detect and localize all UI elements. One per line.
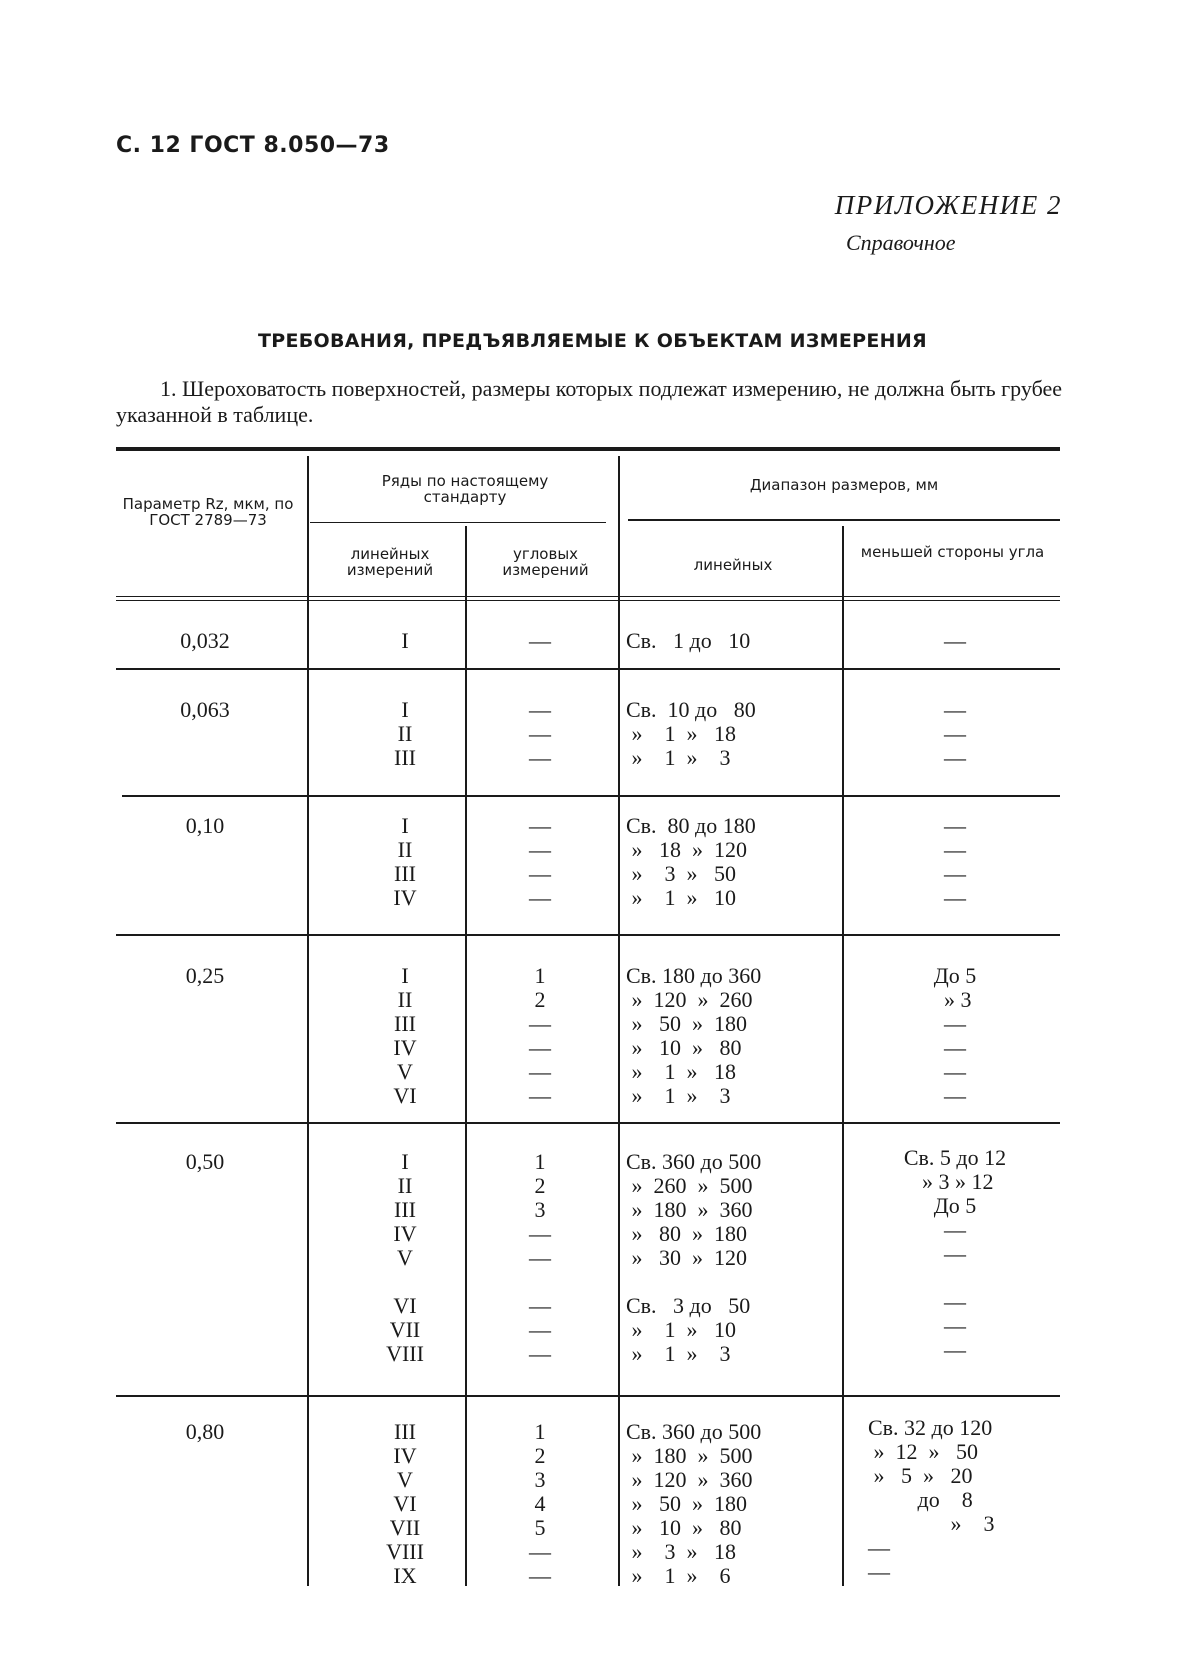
header-linear: линейных bbox=[693, 556, 773, 574]
angular-cell: — — — bbox=[529, 697, 551, 770]
group-rule-5 bbox=[116, 1395, 1060, 1397]
linear-range-cell: Св. 360 до 500 » 260 » 500 » 180 » 360 » 80 » 180 » 30 » 120 Св. 3 до 50 » 1 » 10 » 1 » 3 bbox=[626, 1149, 762, 1366]
param-value: 0,10 bbox=[185, 813, 225, 838]
angular-cell: — — — — bbox=[529, 813, 551, 910]
col-rule-2 bbox=[465, 526, 467, 1586]
rows-cell: I II III IV bbox=[393, 813, 417, 910]
table-top-rule bbox=[116, 447, 1060, 451]
linear-range-cell: Св. 80 до 180 » 18 » 120 » 3 » 50 » 1 » 10 bbox=[626, 813, 756, 910]
section-title: ТРЕБОВАНИЯ, ПРЕДЪЯВЛЯЕМЫЕ К ОБЪЕКТАМ ИЗМЕРЕНИЯ bbox=[258, 330, 927, 352]
param-value: 0,032 bbox=[180, 628, 230, 653]
angular-cell: 1 2 — — — — bbox=[529, 963, 551, 1108]
rows-cell: I II III bbox=[394, 697, 416, 770]
col-rule-1 bbox=[307, 456, 309, 1586]
range-subheader-rule bbox=[628, 519, 1060, 521]
linear-range-cell: Св. 360 до 500 » 180 » 500 » 120 » 360 » 50 » 180 » 10 » 80 » 3 » 18 » 1 » 6 bbox=[626, 1419, 762, 1588]
angle-range-cell: Св. 5 до 12 » 3 » 12 До 5 — — — — — bbox=[903, 1145, 1007, 1362]
header-linear-meas: линейных измерений bbox=[346, 545, 434, 579]
rows-cell: I II III IV V VI VII VIII bbox=[386, 1149, 424, 1366]
header-range-group: Диапазон размеров, мм bbox=[749, 476, 939, 494]
rows-cell: I bbox=[401, 628, 409, 653]
rows-cell: III IV V VI VII VIII IX bbox=[386, 1419, 424, 1588]
group-rule-2 bbox=[122, 795, 1060, 797]
group-rule-4 bbox=[116, 1122, 1060, 1124]
angle-range-cell: — bbox=[944, 628, 966, 653]
linear-range-cell: Св. 180 до 360 » 120 » 260 » 50 » 180 » 10 » 80 » 1 » 18 » 1 » 3 bbox=[626, 963, 762, 1108]
param-value: 0,80 bbox=[185, 1419, 225, 1444]
angle-range-cell: Св. 32 до 120 » 12 » 50 » 5 » 20 до 8 » 3 — — bbox=[868, 1415, 995, 1584]
angle-range-cell: — — — bbox=[944, 697, 966, 770]
param-value: 0,063 bbox=[180, 697, 230, 722]
linear-range-cell: Св. 10 до 80 » 1 » 18 » 1 » 3 bbox=[626, 697, 756, 770]
rows-subheader-rule bbox=[310, 522, 606, 523]
linear-range-cell: Св. 1 до 10 bbox=[626, 628, 751, 653]
angular-cell: 1 2 3 — — — — — bbox=[529, 1149, 551, 1366]
group-rule-3 bbox=[116, 934, 1060, 936]
header-bottom-rule bbox=[116, 596, 1060, 597]
angle-range-cell: — — — — bbox=[944, 813, 966, 910]
group-rule-1 bbox=[116, 668, 1060, 670]
intro-paragraph bbox=[116, 376, 1062, 428]
header-param: Параметр Rz, мкм, по ГОСТ 2789—73 bbox=[122, 495, 294, 529]
angular-cell: — bbox=[529, 628, 551, 653]
rows-cell: I II III IV V VI bbox=[393, 963, 417, 1108]
header-bottom-rule-2 bbox=[116, 600, 1060, 601]
param-value: 0,50 bbox=[185, 1149, 225, 1174]
param-value: 0,25 bbox=[185, 963, 225, 988]
header-rows-group: Ряды по настоящему стандарту bbox=[381, 472, 549, 506]
intro-text: 1. Шероховатость поверхностей, размеры которых подлежат измерению, не должна быть грубее указанной в таблице. bbox=[116, 376, 1063, 427]
page-header: С. 12 ГОСТ 8.050—73 bbox=[116, 133, 390, 158]
header-angular-meas: угловых измерений bbox=[502, 545, 589, 579]
angle-range-cell: До 5 » 3 — — — — bbox=[933, 963, 977, 1108]
angular-cell: 1 2 3 4 5 — — bbox=[529, 1419, 551, 1588]
header-angle-side: меньшей стороны угла bbox=[860, 543, 1045, 561]
col-rule-3 bbox=[618, 456, 620, 1586]
appendix-subtitle: Справочное bbox=[846, 230, 956, 255]
appendix-title: ПРИЛОЖЕНИЕ 2 bbox=[834, 190, 1062, 220]
col-rule-4 bbox=[842, 526, 844, 1586]
